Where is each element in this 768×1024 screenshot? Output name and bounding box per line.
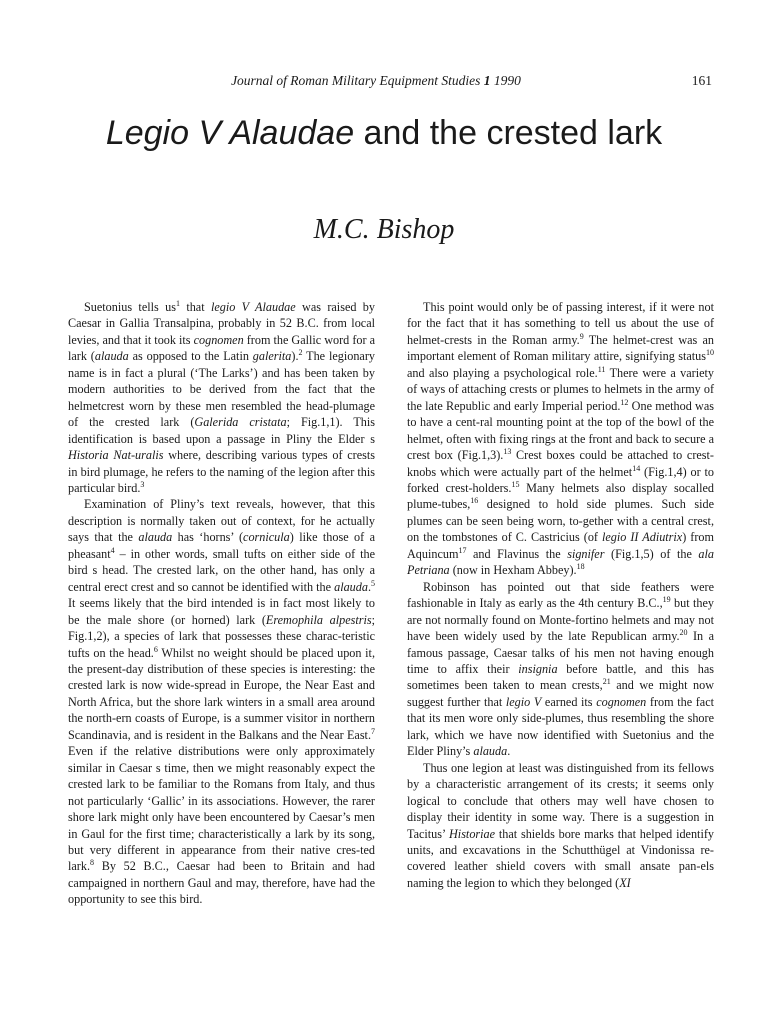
footnote-ref: 7 (371, 726, 375, 736)
journal-citation (40, 73, 712, 89)
text-run: from the Gallic word for a lark ( (68, 332, 375, 364)
text-run: ; Fig.1,2), a species of lark that possesses these charac-teristic tufts on the head. (68, 612, 375, 660)
text-run: Examination of Pliny’s text reveals, however, that this description is normally taken out of context, for he actually says that the (68, 497, 375, 545)
text-run: from the fact that its men wore only side-plumes, thus resembling the shore lark, which we have now identified with Suetonius and the Elder Pliny’s (407, 694, 714, 759)
footnote-ref: 19 (662, 595, 671, 605)
text-run: where, describing various types of crests in bird plumage, he refers to the naming of the legion after this particular bird. (68, 448, 375, 495)
text-run: . (367, 579, 371, 594)
text-run: This point would only be of passing interest, if it were not for the fact that it has something to tell us about the use of helmet-crests in the Roman army. (407, 300, 714, 347)
journal-name: Journal of Roman Military Equipment Studies (231, 73, 481, 88)
italic-term: Galerida cristata (194, 415, 287, 430)
footnote-ref: 9 (579, 331, 584, 341)
text-run: Many helmets also display socalled plume-tubes, (407, 480, 714, 512)
italic-term: galerita (252, 349, 292, 364)
italic-term: legio II Adiutrix (601, 530, 683, 545)
footnote-ref: 15 (511, 479, 520, 489)
body-column-left (68, 299, 375, 908)
italic-term: Historia Nat-uralis (68, 448, 164, 463)
text-run: Robinson has pointed out that side feathers were fashionable in Italy as early as the 4th century B.C., (407, 579, 714, 611)
italic-term: cognomen (193, 332, 244, 347)
body-paragraph (407, 760, 714, 892)
text-run: (Fig.1,4) or to forked crest-holders. (407, 464, 714, 495)
italic-term: cognomen (596, 694, 647, 709)
italic-term: signifer (567, 546, 605, 561)
text-run: and Flavinus the (466, 546, 568, 561)
footnote-ref: 17 (458, 545, 467, 555)
text-run: One method was to have a cent-ral mounting point at the top of the bowl of the helmet, often with fixing rings at the front and back to secure a crest box (Fig.1,3). (407, 398, 714, 463)
footnote-ref: 11 (597, 364, 606, 374)
text-run: has ‘horns’ ( (172, 530, 244, 545)
text-run: ) like those of a pheasant (68, 530, 375, 561)
body-paragraph (68, 496, 375, 907)
footnote-ref: 1 (175, 299, 180, 308)
italic-term: alauda (138, 530, 173, 545)
footnote-ref: 5 (371, 578, 375, 588)
text-run: designed to hold side plumes. Such side plumes can be seen being worn, to-gether with a central crest, on the tombstones of C. Castricius (of (407, 497, 714, 545)
body-paragraph (407, 299, 714, 579)
text-run: It seems likely that the bird intended is in fact most likely to be the male shore (or horned) lark ( (68, 596, 375, 627)
text-run: In a famous passage, Caesar talks of his men not having enough time to affix their (407, 629, 714, 676)
text-run: and also playing a psychological role. (407, 365, 598, 380)
page-number: 161 (691, 73, 712, 88)
footnote-ref: 16 (470, 496, 479, 506)
journal-volume: 1 (483, 73, 491, 88)
text-run: that (179, 300, 211, 314)
footnote-ref: 13 (503, 447, 512, 457)
article-title-legion: Legio V Alaudae (105, 114, 355, 152)
text-run: (now in Hexham Abbey). (449, 563, 577, 578)
text-run: By 52 B.C., Caesar had been to Britain and had campaigned in northern Gaul and may, therefore, have had the opportunity to see this bird. (68, 859, 375, 907)
text-run: earned its (541, 694, 597, 709)
italic-term: Historiae (449, 826, 496, 841)
running-header (40, 73, 712, 93)
italic-term: alauda (473, 744, 508, 759)
text-run: – in other words, small tufts on either side of the bird s head. The crested lark, on the other hand, has only a central erect crest and so cannot be identified with the (68, 546, 375, 594)
text-run: and we might now suggest further that (407, 678, 714, 709)
footnote-ref: 6 (153, 644, 158, 654)
text-run: The legionary name is in fact a plural (‘The Larks’) and has been taken by modern authorities to be derived from the fact that the helmetcrest worn by these men resembled the head-plumage of the crested lark ( (68, 349, 375, 430)
footnote-ref: 21 (602, 677, 611, 687)
text-run: but they are not normally found on Monte-fortino helmets and may not have been widely used by the late Republican army. (407, 596, 714, 644)
italic-term: alauda (334, 579, 368, 594)
text-run: was raised by Caesar in Gallia Transalpina, probably in 52 B.C. from local levies, and that it took its (68, 300, 375, 347)
text-run: Crest boxes could be attached to crest-knobs which were actually part of the helmet (407, 448, 714, 479)
body-paragraph (68, 299, 375, 496)
italic-term: alauda (94, 349, 129, 364)
italic-term: legio V (505, 694, 542, 709)
article-author: M.C. Bishop (313, 214, 455, 245)
italic-term: ala Petriana (407, 546, 714, 578)
text-run: as opposed to the Latin (128, 349, 253, 364)
italic-term: insignia (518, 661, 558, 676)
text-run: Even if the relative distributions were only approximately similar in Caesar s time, then we might reasonably expect the crested lark to be familiar to the Romans from Italy, and thus not particularly ‘Gallic’ in its associations. However, the rarer shore lark might only have been encountered by Caesar’s men in Gaul for the first time; characteristically a lark by its song, but very different in appearance from their native cres-ted lark. (68, 744, 375, 874)
text-run: . (507, 744, 511, 759)
text-run: ) from Aquincum (407, 530, 714, 561)
body-column-right (407, 299, 714, 891)
text-run: There were a variety of ways of attaching crests or plumes to helmets in the army of the late Republic and early Imperial period. (407, 365, 715, 413)
journal-year: 1990 (493, 73, 521, 88)
footnote-ref: 12 (620, 397, 629, 407)
italic-term: Eremophila alpestris (265, 612, 372, 627)
footnote-ref: 10 (706, 348, 714, 358)
body-paragraph (407, 579, 714, 760)
footnote-ref: 14 (632, 463, 641, 473)
italic-term: XI (619, 875, 631, 890)
text-run: Thus one legion at least was distinguished from its fellows by a characteristic arrangement of its crests; it seems only logical to conclude that others may well have chosen to display their identity in some way. There is a suggestion in Tacitus’ (407, 760, 714, 841)
text-run: Whilst no weight should be placed upon it, the present-day distribution of these species is interesting: the crested lark is now wide-spread in Europe, the Near East and North Africa, but the shore lark winters in a small area around the north-ern coasts of Europe, is a summer visitor in northern Scandinavia, and is resident in the Balkans and the Near East. (68, 645, 375, 742)
text-run: before battle, and this has sometimes been taken to mean crests, (407, 661, 714, 693)
article-title-rest: and the crested lark (354, 114, 663, 152)
footnote-ref: 20 (679, 628, 688, 638)
italic-term: corniculа (243, 530, 290, 545)
footnote-ref: 4 (110, 545, 115, 555)
footnote-ref: 2 (298, 348, 303, 358)
text-run: ; Fig.1,1). This identification is based upon a passage in Pliny the Elder s (68, 415, 376, 446)
text-run: Suetonius tells us (84, 300, 176, 314)
italic-term: legio V Alaudae (210, 300, 296, 314)
footnote-ref: 8 (90, 858, 94, 868)
text-run: that shields bore marks that helped identify units, and excavations in the Schutthügel at Vindonissa re-covered leather shield covers with small ansate pan-els naming the legion to which they belonged ( (407, 826, 714, 890)
text-run: ). (291, 349, 299, 364)
text-run: The helmet-crest was an important element of Roman military attire, signifying status (407, 332, 714, 364)
footnote-ref: 3 (140, 479, 145, 489)
text-run: (Fig.1,5) of the (604, 546, 699, 561)
article-title (60, 113, 708, 153)
footnote-ref: 18 (576, 562, 585, 572)
